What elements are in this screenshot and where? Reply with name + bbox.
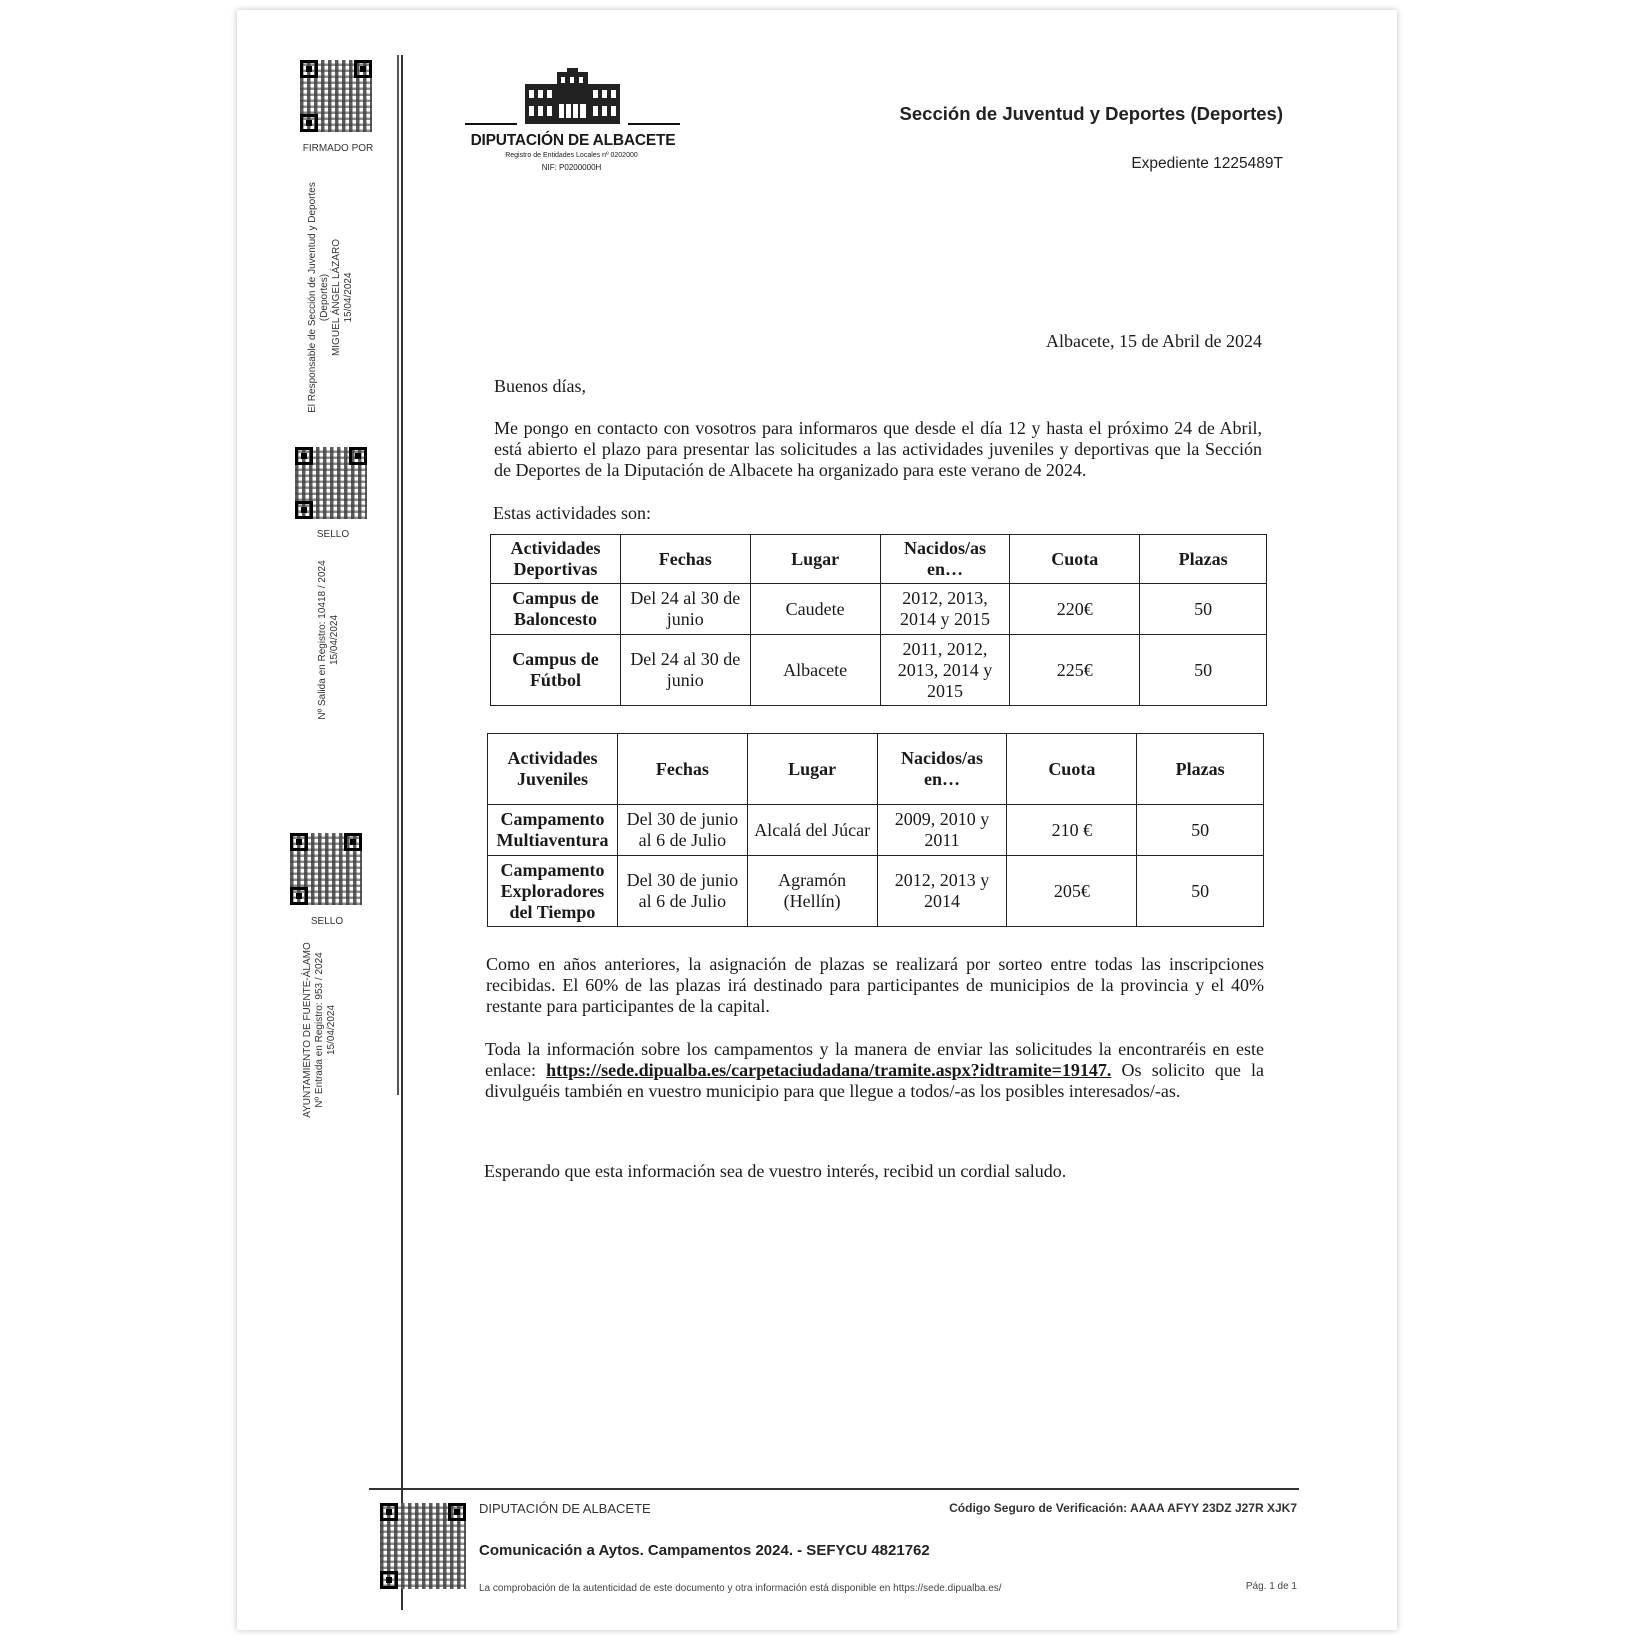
table-row — [491, 635, 1267, 706]
table-cell: Del 24 al 30 de junio — [620, 635, 750, 706]
org-name: DIPUTACIÓN DE ALBACETE — [470, 132, 676, 149]
greeting: Buenos días, — [494, 376, 586, 396]
intro-paragraph: Me pongo en contacto con vosotros para informaros que desde el día 12 y hasta el próximo 24 de Abril, está abierto el plazo para presentar las solicitudes a las actividades juveniles y deportivas que la Sección de Deportes de la Diputación de Albacete ha organizado para este verano de 2024. — [494, 418, 1262, 480]
table-cell: Del 24 al 30 de junio — [620, 584, 750, 635]
table-header: Lugar — [750, 535, 880, 584]
table-cell: 205€ — [1007, 856, 1137, 927]
table-header-row — [488, 734, 1264, 805]
sello-label: SELLO — [316, 529, 350, 540]
margin-line — [397, 55, 399, 1095]
allocation-paragraph: Como en años anteriores, la asignación de plazas se realizará por sorteo entre todas las inscripciones recibidas. El 60% de las plazas irá destinado para participantes de municipios de la provincia y el 40% restante para participantes de la capital. — [486, 954, 1264, 1016]
table-cell: 225€ — [1010, 635, 1140, 706]
letter-date: Albacete, 15 de Abril de 2024 — [1046, 331, 1262, 351]
sello-label: SELLO — [310, 916, 344, 927]
footer-document-title: Comunicación a Aytos. Campamentos 2024. - SEFYCU 4821762 — [479, 1542, 930, 1559]
table-cell: 220€ — [1010, 584, 1140, 635]
table-row — [488, 805, 1264, 856]
youth-activities-table — [487, 733, 1264, 927]
table-cell: 210 € — [1007, 805, 1137, 856]
page-number: Pág. 1 de 1 — [1245, 1581, 1297, 1592]
qr-code-icon — [295, 447, 367, 519]
closing-paragraph: Esperando que esta información sea de vuestro interés, recibid un cordial saludo. — [484, 1161, 1067, 1181]
table-row — [491, 584, 1267, 635]
info-text-before: Toda la información sobre los campamentos y la manera de enviar las solicitudes la encontraréis en este enlace: — [485, 1039, 1264, 1080]
table-header: Fechas — [617, 734, 747, 805]
footer-org: DIPUTACIÓN DE ALBACETE — [479, 1501, 651, 1516]
sports-activities-table — [490, 534, 1267, 706]
table-header: Nacidos/as en… — [877, 734, 1007, 805]
firmado-label: FIRMADO POR — [302, 143, 374, 154]
table-row — [488, 856, 1264, 927]
section-title: Sección de Juventud y Deportes (Deportes) — [899, 103, 1283, 124]
table-cell: 50 — [1137, 805, 1264, 856]
table-header: Cuota — [1010, 535, 1140, 584]
margin-line-long — [401, 55, 403, 1610]
table-cell: Campamento Exploradores del Tiempo — [488, 856, 618, 927]
info-text-after: Os solicito que la divulguéis también en vuestro municipio para que llegue a todos/-as los posibles interesados/-as. — [485, 1060, 1264, 1101]
table-header: Cuota — [1007, 734, 1137, 805]
footer-divider — [369, 1488, 1299, 1490]
table-cell: 2012, 2013 y 2014 — [877, 856, 1007, 927]
list-intro: Estas actividades son: — [493, 503, 651, 523]
table-cell: Campus de Baloncesto — [491, 584, 621, 635]
info-paragraph — [485, 1039, 1264, 1102]
sello-entrada-info: AYUNTAMIENTO DE FUENTE-ÁLAMO Nº Entrada en Registro: 953 / 2024 15/04/2024 — [302, 942, 337, 1118]
firmado-info: El Responsable de Sección de Juventud y Deportes (Deportes) MIGUEL ÁNGEL LÁZARO 15/04/2024 — [307, 182, 354, 413]
table-cell: 50 — [1140, 635, 1267, 706]
table-header: Lugar — [747, 734, 877, 805]
table-cell: Alcalá del Júcar — [747, 805, 877, 856]
table-cell: Caudete — [750, 584, 880, 635]
table-cell: Albacete — [750, 635, 880, 706]
sello-salida-info: Nº Salida en Registro: 10418 / 2024 15/04/2024 — [317, 560, 340, 720]
table-header: Plazas — [1140, 535, 1267, 584]
qr-code-icon — [300, 60, 372, 132]
table-cell: Del 30 de junio al 6 de Julio — [617, 805, 747, 856]
expediente-number: Expediente 1225489T — [1131, 155, 1283, 172]
table-header-row — [491, 535, 1267, 584]
table-header: Actividades Juveniles — [488, 734, 618, 805]
table-cell: Del 30 de junio al 6 de Julio — [617, 856, 747, 927]
table-cell: Campamento Multiaventura — [488, 805, 618, 856]
qr-code-icon — [380, 1503, 466, 1589]
table-cell: 50 — [1140, 584, 1267, 635]
table-cell: 50 — [1137, 856, 1264, 927]
org-registry: Registro de Entidades Locales nº 0202000 — [505, 152, 638, 159]
table-header: Actividades Deportivas — [491, 535, 621, 584]
table-header: Fechas — [620, 535, 750, 584]
verification-code: Código Seguro de Verificación: AAAA AFYY 23DZ J27R XJK7 — [949, 1501, 1297, 1515]
table-header: Nacidos/as en… — [880, 535, 1010, 584]
table-cell: 2011, 2012, 2013, 2014 y 2015 — [880, 635, 1010, 706]
table-cell: 2009, 2010 y 2011 — [877, 805, 1007, 856]
qr-code-icon — [290, 833, 362, 905]
table-header: Plazas — [1137, 734, 1264, 805]
org-nif: NIF: P0200000H — [541, 163, 602, 172]
document-page — [237, 10, 1397, 1630]
table-cell: Agramón (Hellín) — [747, 856, 877, 927]
footer-authenticity-note: La comprobación de la autenticidad de este documento y otra información está disponible en https://sede.dipualba.es/ — [479, 1583, 1002, 1594]
table-cell: 2012, 2013, 2014 y 2015 — [880, 584, 1010, 635]
diputacion-building-logo — [465, 68, 680, 130]
table-cell: Campus de Fútbol — [491, 635, 621, 706]
tramite-link[interactable]: https://sede.dipualba.es/carpetaciudadana/tramite.aspx?idtramite=19147. — [546, 1060, 1112, 1080]
